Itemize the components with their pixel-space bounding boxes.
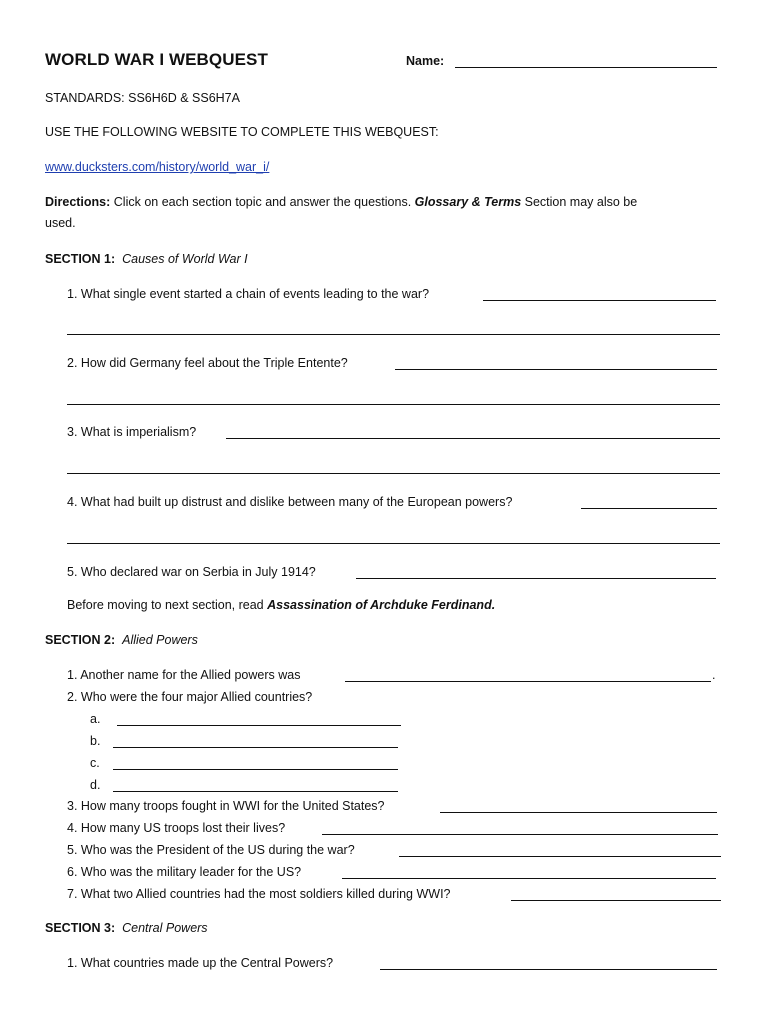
section-label: SECTION 2: [45, 633, 116, 647]
answer-line[interactable] [67, 404, 720, 405]
answer-line[interactable] [67, 473, 720, 474]
section-3-heading [45, 921, 208, 935]
section-2-heading [45, 633, 198, 647]
question: 3. What is imperialism? [67, 425, 197, 439]
directions-label: Directions: [45, 195, 111, 209]
answer-line[interactable] [581, 508, 717, 509]
answer-line[interactable] [511, 900, 721, 901]
question: 1. What countries made up the Central Powers? [67, 956, 334, 970]
note-text: Before moving to next section, read [67, 598, 268, 612]
answer-line[interactable] [380, 969, 717, 970]
answer-line[interactable] [345, 681, 711, 682]
question: 1. Another name for the Allied powers was [67, 668, 301, 682]
section-label: SECTION 1: [45, 252, 116, 266]
answer-line[interactable] [440, 812, 717, 813]
question: 6. Who was the military leader for the US? [67, 865, 302, 879]
question: 1. What single event started a chain of events leading to the war? [67, 287, 430, 301]
directions-line [45, 195, 637, 209]
sub-item-letter: a. [90, 712, 101, 726]
sub-item-letter: d. [90, 778, 101, 792]
question: 2. How did Germany feel about the Triple Entente? [67, 356, 348, 370]
directions-text-3: used. [45, 216, 76, 230]
answer-line[interactable] [483, 300, 716, 301]
answer-line[interactable] [342, 878, 716, 879]
question: 4. What had built up distrust and dislike between many of the European powers? [67, 495, 513, 509]
question: 2. Who were the four major Allied countries? [67, 690, 313, 704]
before-moving-note [67, 598, 495, 612]
directions-text: Click on each section topic and answer the questions. [110, 195, 415, 209]
question: 3. How many troops fought in WWI for the United States? [67, 799, 385, 813]
answer-line[interactable] [113, 769, 398, 770]
answer-line[interactable] [117, 725, 401, 726]
sub-item-letter: c. [90, 756, 100, 770]
period: . [712, 668, 716, 682]
website-link[interactable]: www.ducksters.com/history/world_war_i/ [45, 160, 270, 174]
section-1-heading [45, 252, 248, 266]
section-label: SECTION 3: [45, 921, 116, 935]
question: 5. Who was the President of the US during the war? [67, 843, 355, 857]
question: 7. What two Allied countries had the most soldiers killed during WWI? [67, 887, 451, 901]
answer-line[interactable] [399, 856, 721, 857]
answer-line[interactable] [322, 834, 718, 835]
name-field-line[interactable] [455, 67, 717, 68]
answer-line[interactable] [395, 369, 717, 370]
answer-line[interactable] [113, 791, 398, 792]
page-title: WORLD WAR I WEBQUEST [45, 50, 268, 69]
standards-text: STANDARDS: SS6H6D & SS6H7A [45, 91, 240, 105]
section-title: Allied Powers [122, 633, 198, 647]
section-title: Central Powers [122, 921, 208, 935]
instructions-text: USE THE FOLLOWING WEBSITE TO COMPLETE THIS WEBQUEST: [45, 125, 439, 139]
answer-line[interactable] [113, 747, 398, 748]
directions-text-2: Section may also be [521, 195, 638, 209]
answer-line[interactable] [67, 334, 720, 335]
sub-item-letter: b. [90, 734, 101, 748]
section-title: Causes of World War I [122, 252, 248, 266]
answer-line[interactable] [356, 578, 716, 579]
name-label: Name: [406, 54, 445, 68]
glossary-terms-text: Glossary & Terms [414, 195, 522, 209]
answer-line[interactable] [226, 438, 720, 439]
question: 4. How many US troops lost their lives? [67, 821, 286, 835]
question: 5. Who declared war on Serbia in July 1914? [67, 565, 316, 579]
note-reading-title: Assassination of Archduke Ferdinand. [267, 598, 496, 612]
answer-line[interactable] [67, 543, 720, 544]
